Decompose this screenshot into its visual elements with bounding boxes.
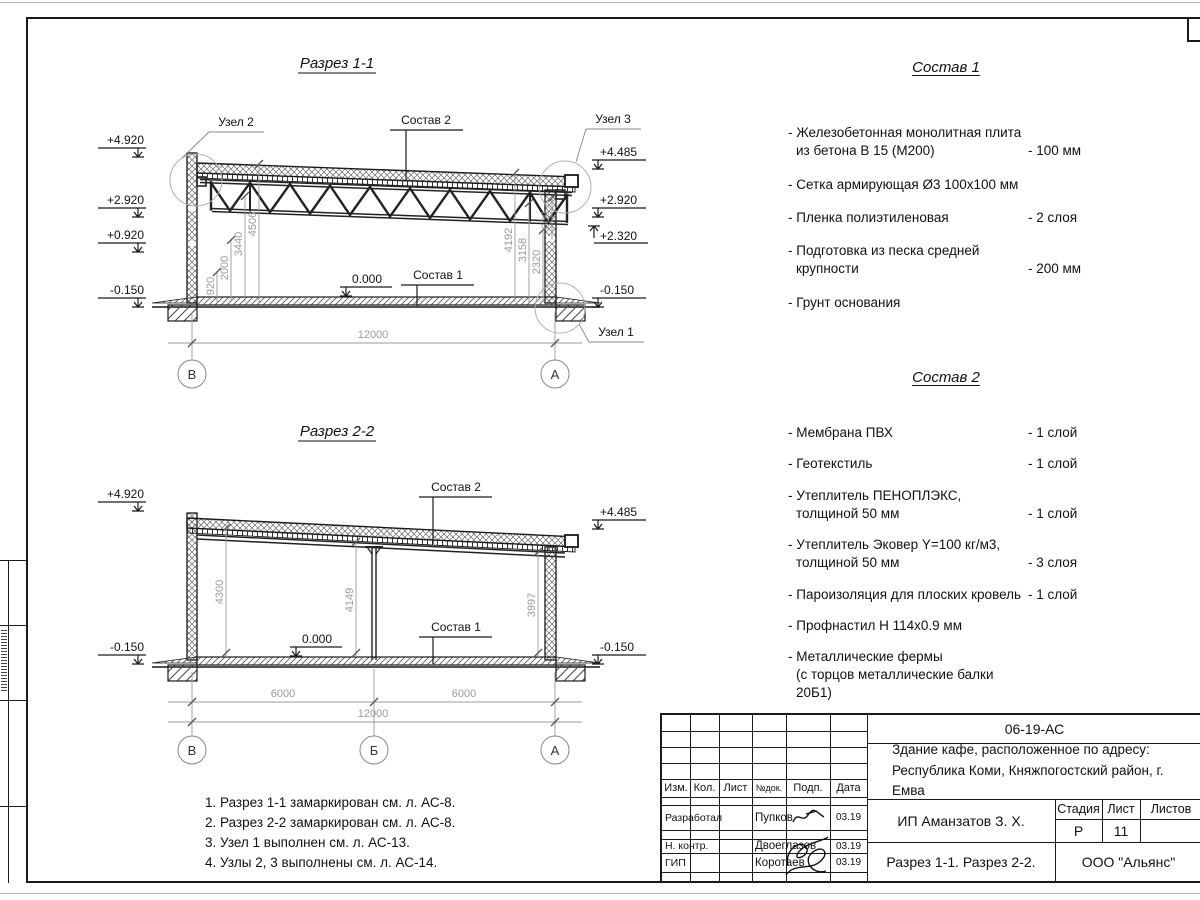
left-stamp-vertical-text	[1, 630, 7, 692]
svg-text:600: 600	[540, 210, 552, 230]
roof-slab	[187, 518, 578, 557]
ground-wedge-left	[152, 657, 197, 663]
section-1-1-drawing	[60, 40, 680, 408]
elevation-marks-right	[592, 505, 646, 664]
svg-text:Состав 1: Состав 1	[413, 268, 463, 282]
section-1-1-title	[298, 55, 376, 73]
svg-text:-0.150: -0.150	[109, 640, 144, 654]
elevation-mark	[98, 228, 146, 252]
company-name: ООО "Альянс"	[1081, 853, 1176, 870]
roof-edge-trim	[565, 175, 578, 187]
svg-text:+0.920: +0.920	[106, 228, 144, 242]
svg-text:Состав 2: Состав 2	[431, 480, 481, 494]
svg-text:920: 920	[205, 276, 217, 296]
col-header-ndok: №док.	[755, 783, 783, 793]
grid-bubble-v	[178, 360, 206, 388]
footing-right	[556, 305, 585, 321]
svg-text:2000: 2000	[219, 255, 231, 281]
svg-text:А: А	[550, 743, 560, 758]
sheet-edge-bottom	[0, 893, 1200, 894]
elevation-marks-left	[98, 133, 146, 307]
list-item: - Пленка полиэтиленовая - 2 слоя	[788, 209, 1078, 225]
elevation-mark	[98, 487, 146, 511]
footing-left	[168, 665, 197, 681]
frame-corner-box	[1187, 17, 1200, 42]
svg-text:-0.150: -0.150	[109, 283, 144, 297]
horizontal-dimensions	[168, 669, 582, 736]
svg-text:Узел 1: Узел 1	[598, 325, 634, 339]
signature-scribble	[789, 808, 829, 828]
svg-text:6000: 6000	[270, 688, 296, 700]
svg-text:+2.920: +2.920	[600, 193, 638, 207]
roof-edge-trim	[565, 535, 578, 547]
svg-text:4192: 4192	[503, 227, 515, 253]
svg-text:4506: 4506	[247, 211, 259, 237]
signature-scribble	[780, 831, 834, 879]
elevation-mark	[592, 283, 646, 307]
list-item: - Подготовка из песка средней крупности - 200 мм	[788, 243, 1082, 277]
title-block	[660, 713, 1200, 883]
elevation-mark	[592, 145, 646, 169]
section-2-2-drawing	[60, 420, 680, 780]
list-item: - Утеплитель Эковер Y=100 кг/м3, толщиной 50 мм - 3 слоя	[788, 537, 1078, 571]
svg-text:0.000: 0.000	[352, 272, 383, 286]
svg-text:+2.920: +2.920	[106, 193, 144, 207]
sheet-edge-top	[0, 2, 1200, 3]
note-line: 3. Узел 1 выполнен см. л. АС-13.	[205, 834, 410, 850]
stadiya-header: Стадия	[1057, 802, 1100, 816]
svg-text:Узел 2: Узел 2	[218, 115, 254, 129]
svg-text:12000: 12000	[357, 708, 389, 720]
svg-text:12000: 12000	[357, 329, 389, 341]
list-item: - Мембрана ПВХ - 1 слой	[788, 425, 1078, 441]
grid-bubble-v	[178, 736, 206, 764]
svg-text:-0.150: -0.150	[600, 640, 635, 654]
zero-level-mark	[340, 272, 392, 296]
grid-bubble-a	[541, 360, 569, 388]
svg-text:3440: 3440	[233, 231, 245, 257]
zero-level-mark	[290, 632, 342, 656]
svg-text:+4.920: +4.920	[106, 133, 144, 147]
ground-wedge-left	[152, 297, 197, 303]
footing-left	[168, 305, 197, 321]
svg-text:Состав 1: Состав 1	[431, 620, 481, 634]
list-item: - Сетка армирующая Ø3 100x100 мм	[788, 176, 1019, 192]
listov-header: Листов	[1150, 802, 1192, 816]
ground-wedge-right	[556, 657, 600, 663]
list-item: - Грунт основания	[788, 294, 901, 310]
left-wall	[187, 153, 197, 303]
sheet-name: Разрез 1-1. Разрез 2-2.	[886, 853, 1036, 870]
row-name: Двоеглазов	[755, 840, 817, 852]
stadiya-value: Р	[1073, 822, 1084, 839]
list-item: - Металлические фермы (с торцов металлические балки 20Б1)	[788, 649, 994, 701]
svg-text:В: В	[187, 367, 197, 382]
row-role: Разработал	[665, 811, 723, 824]
sostav-2-title: Состав 2	[912, 369, 980, 386]
elevation-mark	[592, 640, 646, 664]
svg-text:Состав 2: Состав 2	[401, 113, 451, 127]
notes-list	[205, 793, 455, 873]
elevation-mark-up	[588, 226, 648, 243]
svg-text:+4.485: +4.485	[600, 505, 638, 519]
left-margin-stamp	[0, 560, 26, 883]
elevation-mark	[592, 505, 646, 529]
list-item: - Геотекстиль - 1 слой	[788, 456, 1078, 472]
note-line: 1. Разрез 1-1 замаркирован см. л. АС-8.	[205, 795, 456, 810]
svg-text:А: А	[550, 367, 560, 382]
elevation-mark	[98, 133, 146, 157]
list-item: - Утеплитель ПЕНОПЛЭКС, толщиной 50 мм - 1 слой	[788, 487, 1078, 521]
right-wall	[545, 547, 556, 660]
floor-slab	[152, 657, 600, 681]
row-name: Пупков	[755, 811, 793, 824]
horizontal-dimension	[168, 312, 582, 360]
col-header-podp: Подп.	[793, 782, 823, 794]
list-header: Лист	[1107, 802, 1135, 816]
list-item: - Профнастил Н 114x0.9 мм	[788, 617, 962, 633]
footing-right	[556, 665, 585, 681]
svg-text:Узел 3: Узел 3	[595, 112, 631, 126]
doc-number: 06-19-АС	[1004, 721, 1065, 737]
svg-text:-0.150: -0.150	[600, 283, 635, 297]
section-2-2-title	[298, 423, 376, 441]
grid-bubble-a	[541, 736, 569, 764]
row-date: 03.19	[835, 812, 862, 823]
list-item: - Железобетонная монолитная плита из бетона В 15 (М200) - 100 мм	[788, 125, 1082, 159]
grid-bubble-b	[360, 736, 388, 764]
elevation-mark	[98, 283, 146, 307]
client-name: ИП Аманзатов З. Х.	[897, 812, 1025, 829]
svg-text:Разрез 2-2: Разрез 2-2	[299, 423, 375, 440]
svg-text:Разрез 1-1: Разрез 1-1	[299, 55, 375, 72]
svg-text:4300: 4300	[214, 579, 226, 605]
right-wall	[545, 190, 556, 303]
svg-text:+4.485: +4.485	[600, 145, 638, 159]
elevation-marks-left	[98, 487, 146, 664]
svg-text:6000: 6000	[451, 688, 477, 700]
elevation-mark	[592, 193, 646, 217]
note-line: 4. Узлы 2, 3 выполнены см. л. АС-14.	[205, 854, 438, 870]
col-header-list: Лист	[723, 782, 748, 794]
svg-text:В: В	[187, 743, 197, 758]
floor-slab	[152, 297, 600, 321]
elevation-mark	[98, 193, 146, 217]
list-item: - Пароизоляция для плоских кровель - 1 слой	[788, 586, 1078, 602]
sostav-1-list	[788, 58, 1104, 327]
row-role: Н. контр.	[665, 840, 709, 852]
svg-text:Б: Б	[369, 743, 379, 758]
svg-text:2320: 2320	[531, 249, 543, 275]
svg-text:3158: 3158	[517, 237, 529, 263]
row-date: 03.19	[835, 840, 862, 852]
row-name: Коротаев	[755, 856, 805, 869]
list-value: 11	[1113, 822, 1129, 839]
sostav-2-list	[788, 368, 1104, 716]
col-header-kol: Кол.	[693, 782, 716, 794]
row-date: 03.19	[835, 857, 862, 868]
elevation-mark	[98, 640, 146, 664]
note-line: 2. Разрез 2-2 замаркирован см. л. АС-8.	[205, 814, 456, 830]
project-name: Здание кафе, расположенное по адресу: Республика Коми, Княжпогостский район, г. Емва	[892, 741, 1164, 799]
col-header-data: Дата	[836, 782, 861, 794]
row-role: ГИП	[665, 856, 686, 869]
svg-text:+2.320: +2.320	[600, 229, 638, 243]
middle-column	[365, 547, 383, 660]
svg-text:0.000: 0.000	[302, 632, 333, 646]
left-wall	[187, 513, 197, 660]
col-header-izm: Изм.	[664, 782, 688, 794]
svg-text:3997: 3997	[526, 592, 538, 618]
svg-text:+4.920: +4.920	[106, 487, 144, 501]
sostav-1-title: Состав 1	[912, 59, 980, 76]
elevation-marks-right	[588, 145, 648, 307]
svg-text:4149: 4149	[344, 587, 356, 613]
